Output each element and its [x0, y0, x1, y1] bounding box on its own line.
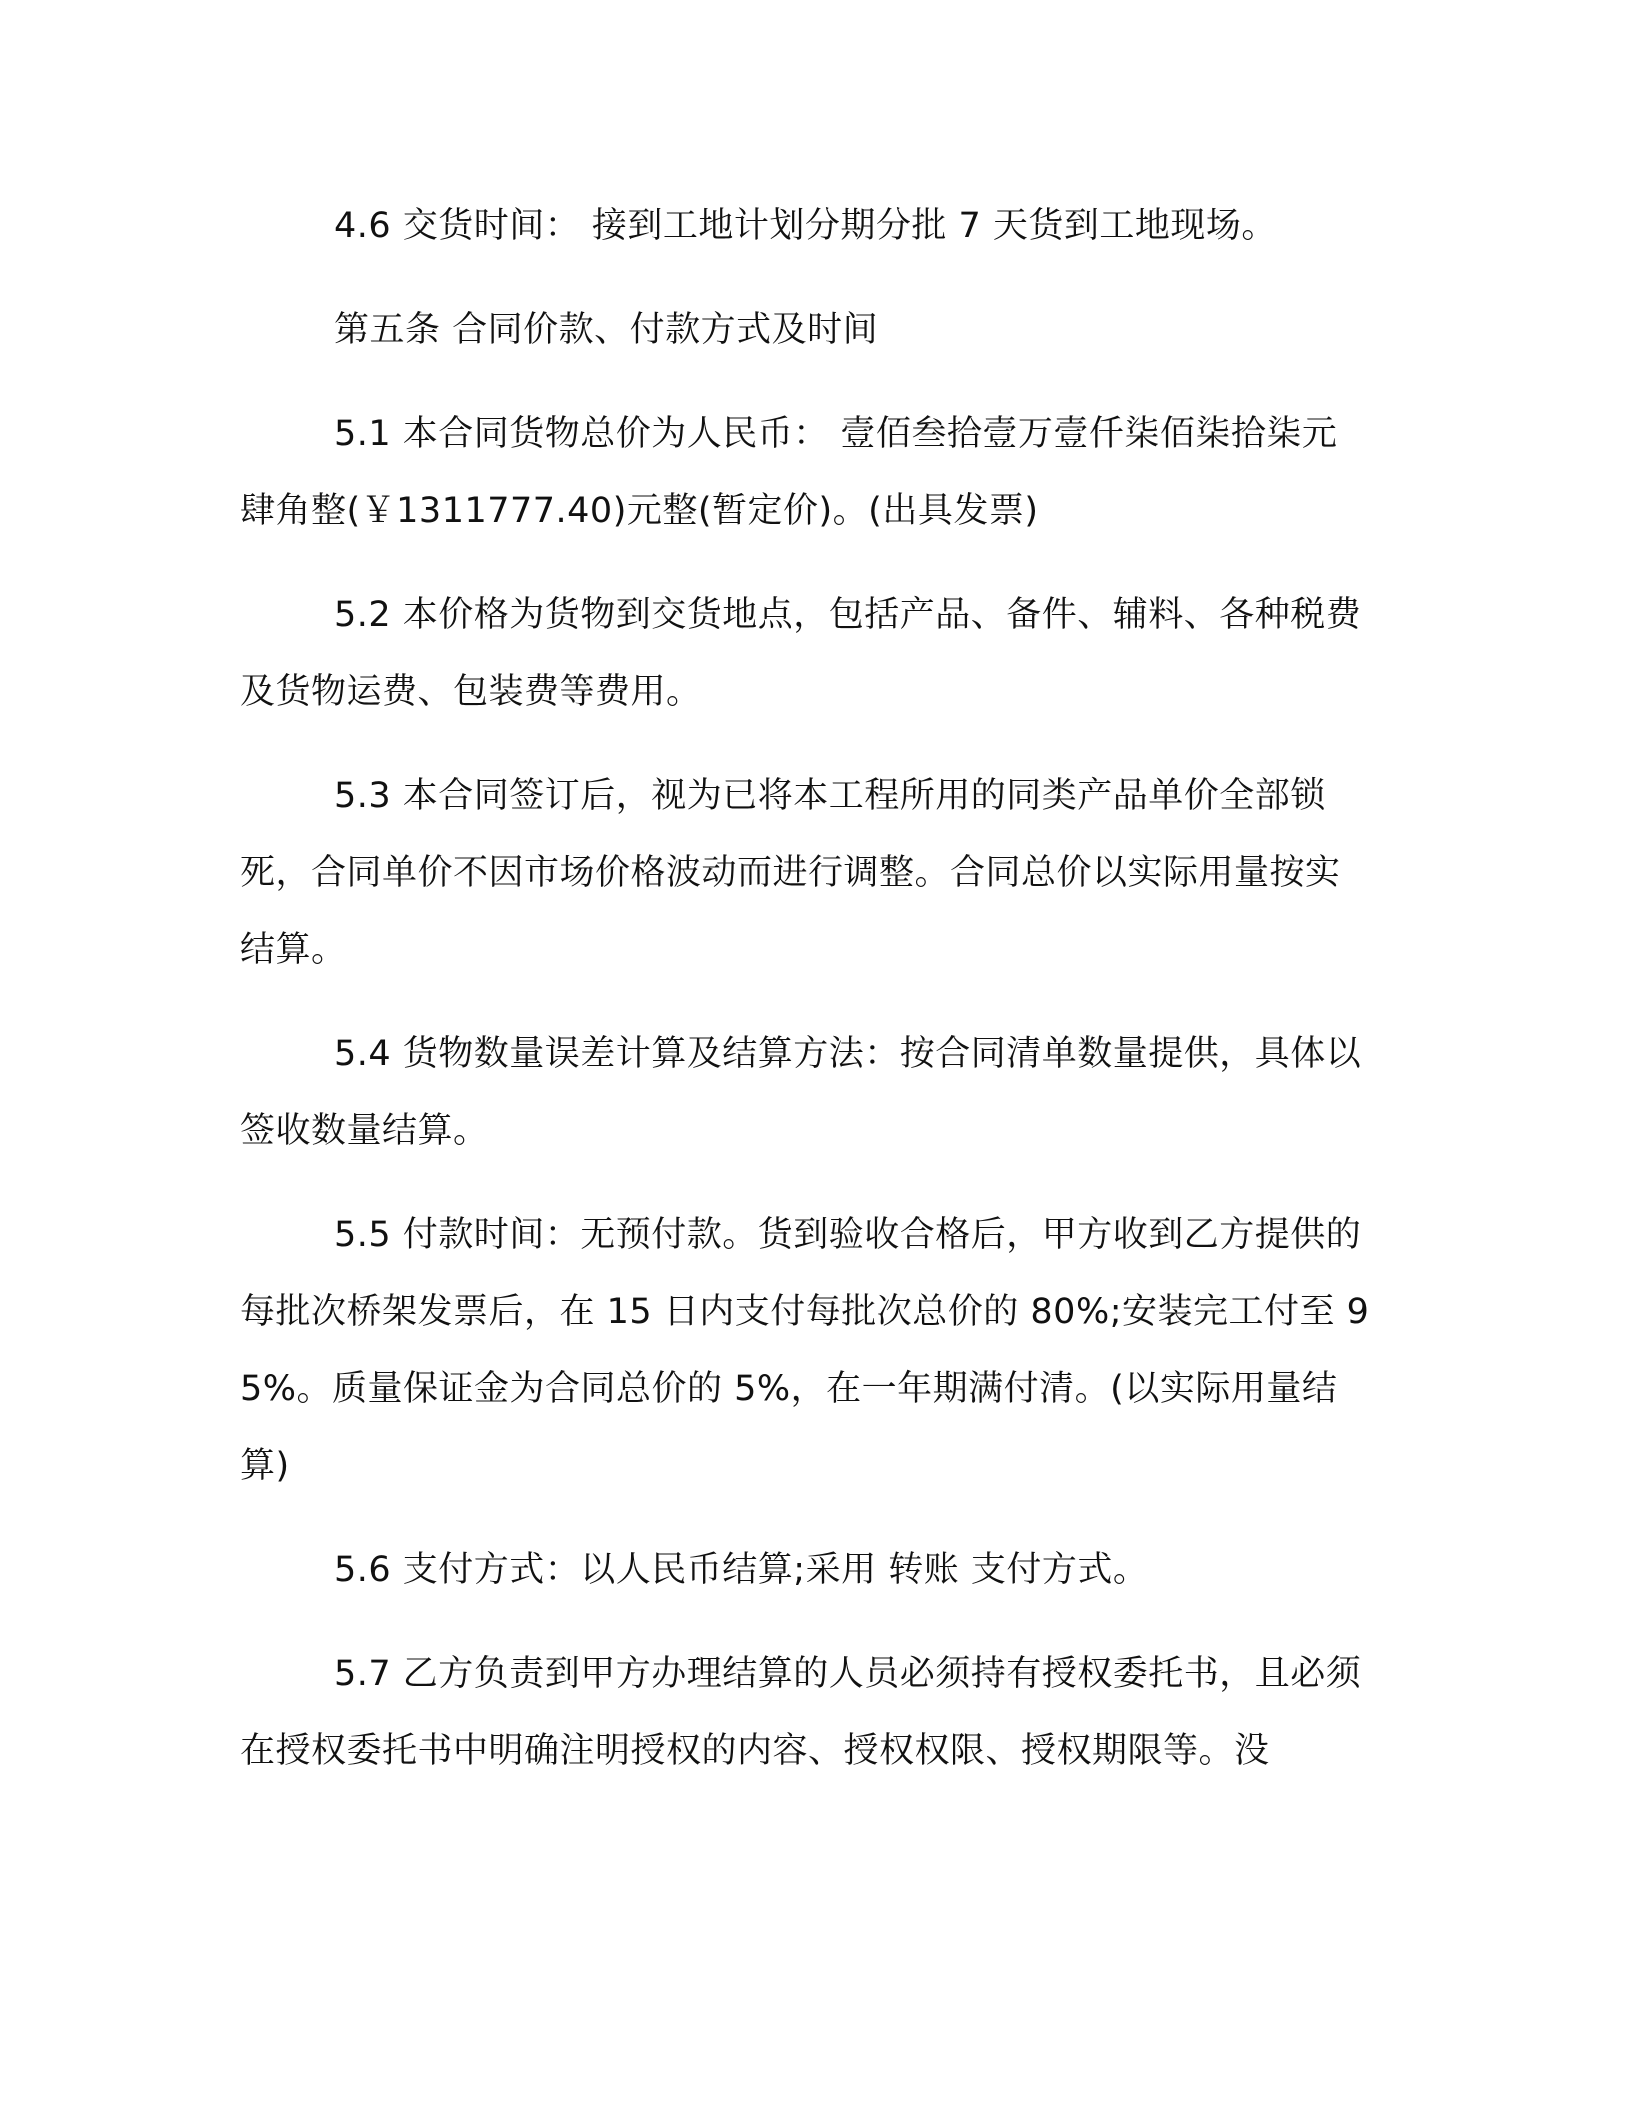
clause-5-7-authorization: 5.7 乙方负责到甲方办理结算的人员必须持有授权委托书，且必须在授权委托书中明确注明授权的内容、授权权限、授权期限等。没 [240, 1654, 1362, 1771]
clause-5-3-unit-price-lock: 5.3 本合同签订后，视为已将本工程所用的同类产品单价全部锁死，合同单价不因市场价格波动而进行调整。合同总价以实际用量按实结算。 [240, 776, 1341, 970]
article-5-heading: 第五条 合同价款、付款方式及时间 [334, 310, 879, 350]
clause-4-6-delivery-time: 4.6 交货时间： 接到工地计划分期分批 7 天货到工地现场。 [334, 206, 1277, 246]
clause-5-2-price-scope: 5.2 本价格为货物到交货地点，包括产品、备件、辅料、各种税费及货物运费、包装费等费用。 [240, 595, 1362, 712]
clause-5-1-total-price: 5.1 本合同货物总价为人民币： 壹佰叁拾壹万壹仟柒佰柒拾柒元肆角整(￥1311777.40)元整(暂定价)。(出具发票) [240, 414, 1338, 531]
clause-5-6-payment-method: 5.6 支付方式：以人民币结算;采用 转账 支付方式。 [334, 1550, 1149, 1590]
clause-5-5-payment-time: 5.5 付款时间：无预付款。货到验收合格后，甲方收到乙方提供的每批次桥架发票后，在 15 日内支付每批次总价的 80%;安装完工付至 95%。质量保证金为合同总价的 5%，在一年期满付清。(以实际用量结算) [240, 1215, 1370, 1486]
clause-5-4-quantity-settlement: 5.4 货物数量误差计算及结算方法：按合同清单数量提供，具体以签收数量结算。 [240, 1034, 1362, 1151]
document-body [240, 188, 1370, 1790]
